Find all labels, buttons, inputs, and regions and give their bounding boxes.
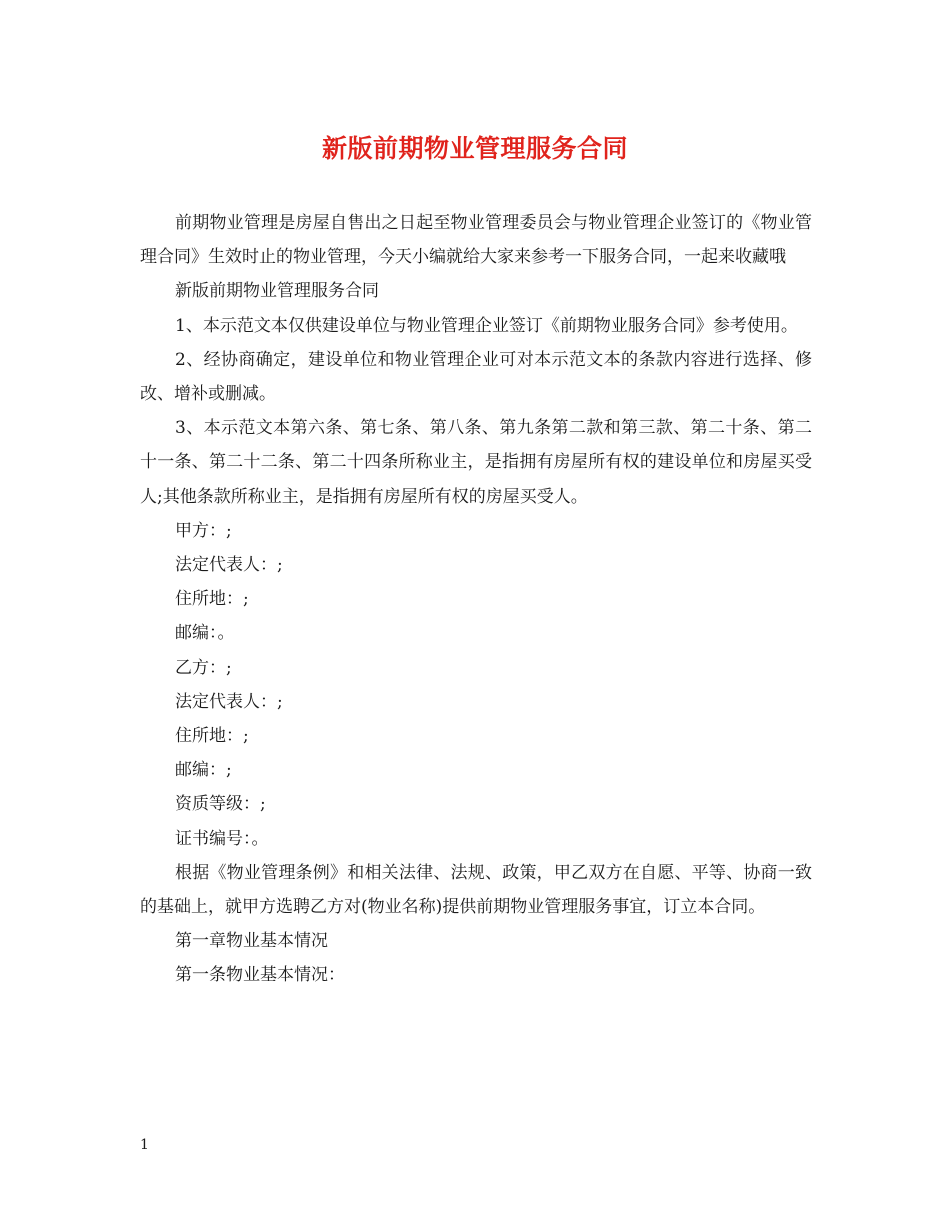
subtitle-paragraph: 新版前期物业管理服务合同 (175, 281, 379, 302)
note-1-paragraph: 1、本示范文本仅供建设单位与物业管理企业签订《前期物业服务合同》参考使用。 (175, 315, 798, 336)
article-heading: 第一条物业基本情况： (175, 965, 345, 986)
party-b-certificate-line: 证书编号：。 (175, 828, 269, 849)
party-a-address-line: 住所地：; (175, 589, 249, 610)
party-b-qualification-line: 资质等级：; (175, 794, 266, 815)
note-2-paragraph: 2、经协商确定，建设单位和物业管理企业可对本示范文本的条款内容进行选择、修改、增补或删减。 (140, 349, 812, 405)
party-b-line: 乙方：; (175, 657, 232, 678)
party-a-representative-line: 法定代表人：; (175, 555, 283, 576)
party-a-postcode-line: 邮编：。 (175, 623, 235, 644)
chapter-heading: 第一章物业基本情况 (175, 931, 328, 952)
preamble-paragraph: 根据《物业管理条例》和相关法律、法规、政策，甲乙双方在自愿、平等、协商一致的基础上，就甲方选聘乙方对(物业名称)提供前期物业管理服务事宜，订立本合同。 (140, 862, 812, 918)
document-title: 新版前期物业管理服务合同 (321, 134, 628, 163)
document-body (140, 206, 812, 993)
party-b-representative-line: 法定代表人：; (175, 691, 283, 712)
party-b-address-line: 住所地：; (175, 726, 249, 747)
page-number: 1 (140, 1137, 149, 1153)
intro-paragraph: 前期物业管理是房屋自售出之日起至物业管理委员会与物业管理企业签订的《物业管理合同》生效时止的物业管理，今天小编就给大家来参考一下服务合同，一起来收藏哦 (140, 213, 812, 268)
party-a-line: 甲方：; (175, 520, 232, 541)
note-3-paragraph: 3、本示范文本第六条、第七条、第八条、第九条第二款和第三款、第二十条、第二十一条、第二十二条、第二十四条所称业主，是指拥有房屋所有权的建设单位和房屋买受人;其他条款所称业主，是指拥有房屋所有权的房屋买受人。 (140, 418, 812, 507)
party-b-postcode-line: 邮编：; (175, 760, 232, 781)
